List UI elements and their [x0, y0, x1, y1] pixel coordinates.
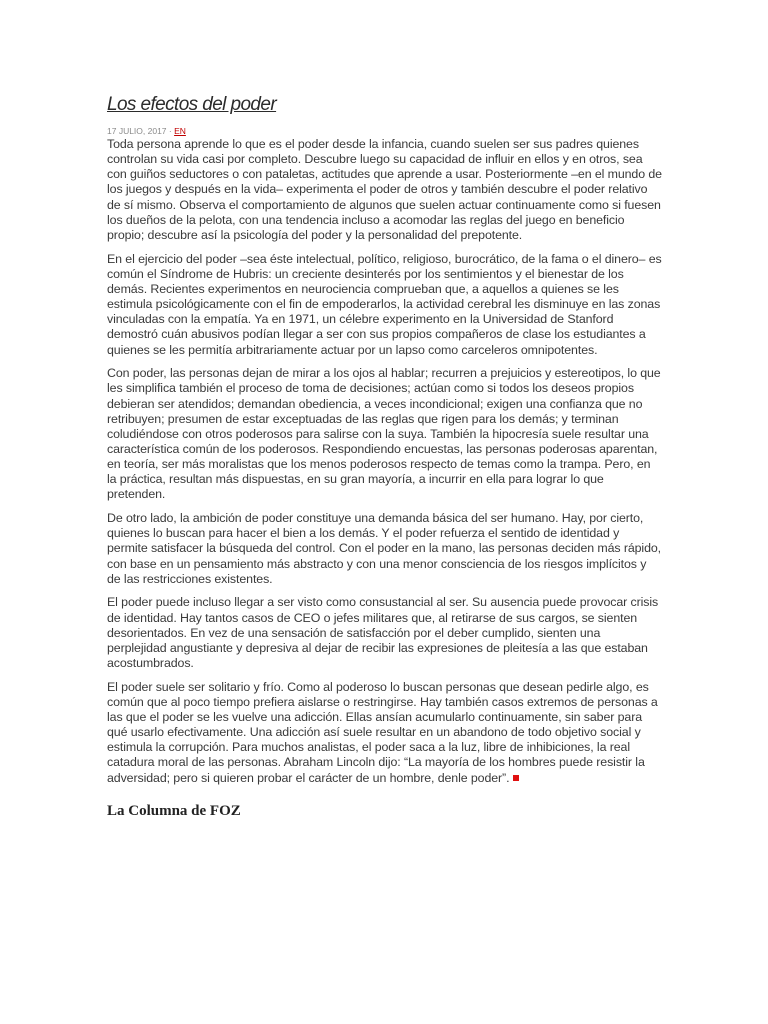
article-body — [107, 137, 663, 786]
paragraph: El poder puede incluso llegar a ser visto como consustancial al ser. Su ausencia puede provocar crisis de identidad. Hay tantos casos de CEO o jefes militares que, al retirarse de sus cargos, se sienten desorientados. En vez de una sensación de satisfacción por el deber cumplido, sienten una perplejidad angustiante y depresiva al dejar de recibir las expresiones de pleitesía a las que estaban acostumbrados. — [107, 595, 659, 670]
article — [107, 92, 663, 821]
paragraph: De otro lado, la ambición de poder constituye una demanda básica del ser humano. Hay, por cierto, quienes lo buscan para hacer el bien a los demás. Y el poder refuerza el sentido de identidad y permite satisfacer la búsqueda del control. Con el poder en la mano, las personas deciden más rápido, con base en un pensamiento más abstracto y con una menor consciencia de los riesgos implícitos y de las restricciones existentes. — [107, 511, 662, 586]
paragraph-last — [107, 680, 663, 786]
end-of-article-square-icon — [513, 775, 519, 781]
article-byline — [107, 126, 663, 137]
article-title[interactable]: Los efectos del poder — [107, 94, 277, 115]
paragraph: Con poder, las personas dejan de mirar a los ojos al hablar; recurren a prejuicios y estereotipos, lo que les simplifica también el proceso de toma de decisiones; actúan como si todos los deseos propios debieran ser atendidos; demandan obediencia, a veces incondicional; exigen una confianza que no retribuyen; presumen de estar exceptuadas de las reglas que rigen para los demás; y terminan coludiéndose con otros poderosos para salirse con la suya. También la hipocresía suele resultar una característica común de los poderosos. Respondiendo encuestas, las personas poderosas aparentan, en teoría, ser más moralistas que los menos poderosos respecto de temas como la trampa. Pero, en la práctica, resultan más dispuestas, en su gran mayoría, a incurrir en ella para lograr lo que pretenden. — [107, 366, 661, 502]
column-name: La Columna de FOZ — [107, 802, 241, 819]
paragraph: Toda persona aprende lo que es el poder desde la infancia, cuando suelen ser sus padres quienes controlan su vida casi por completo. Descubre luego su capacidad de influir en ellos y en otros, sea con guiños seductores o con pataletas, actitudes que aprende a usar. Posteriormente –en el mundo de los juegos y después en la vida– experimenta el poder de otros y también descubre el poder relativo de sí mismo. Observa el comportamiento de algunos que suelen actuar continuamente como si fuesen los dueños de la pelota, con una tendencia incluso a acomodar las reglas del juego en beneficio propio; descubre así la psicología del poder y la personalidad del prepotente. — [107, 137, 662, 242]
paragraph: En el ejercicio del poder –sea éste intelectual, político, religioso, burocrático, de la fama o el dinero– es común el Síndrome de Hubris: un creciente desinterés por los sentimientos y el bienestar de los demás. Recientes experimentos en neurociencia comprueban que, a aquellos a quienes se les estimula psicológicamente con el fin de empoderarlos, la actividad cerebral les disminuye en las zonas vinculadas con la empatía. Ya en 1971, un célebre experimento en la Universidad de Stanford demostró cuán abusivos podían llegar a ser con sus propios compañeros de clase los estudiantes a quienes se les permitía arbitrariamente actuar por un lapso como carceleros omnipotentes. — [107, 251, 662, 357]
paragraph-text: El poder suele ser solitario y frío. Como al poderoso lo buscan personas que desean pedirle algo, es común que al poco tiempo prefiera aislarse o restringirse. Hay también casos extremos de personas a las que el poder se les vuelve una adicción. Ellas ansían acumularlo continuamente, sin saber para qué usarlo efectivamente. Una adicción así suele resultar en un abandono de todo objetivo social y estimula la corrupción. Para muchos analistas, el poder saca a la luz, libre de inhibiciones, la real catadura moral de las personas. Abraham Lincoln dijo: “La mayoría de los hombres puede resistir la adversidad; pero si quieren probar el carácter de un hombre, denle poder”. — [107, 679, 658, 785]
byline-language-link[interactable]: EN — [174, 126, 186, 136]
byline-date: 17 JULIO, 2017 · — [107, 126, 175, 136]
